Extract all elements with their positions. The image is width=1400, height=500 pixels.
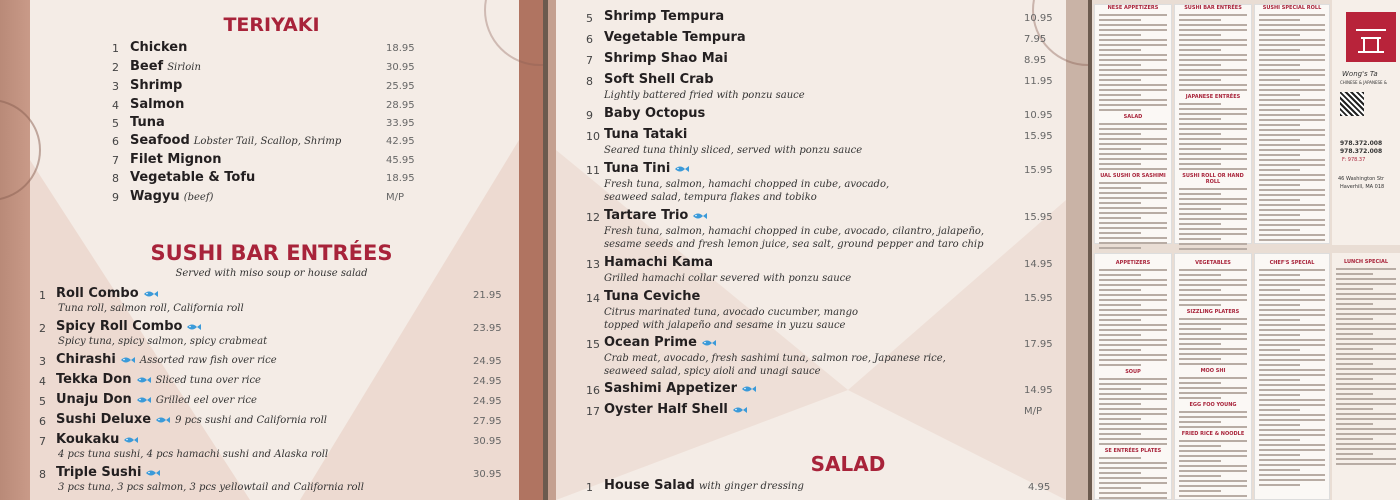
- item-price: 24.95: [473, 376, 502, 387]
- item-price: 14.95: [1024, 259, 1053, 270]
- item-description: 4 pcs tuna sushi, 4 pcs hamachi sushi and Alaska roll: [58, 449, 329, 460]
- item-number: 12: [586, 211, 600, 224]
- menu-item-row: [0, 40, 543, 58]
- item-name: [604, 381, 757, 396]
- menu-item-row: [0, 97, 543, 115]
- item-name: [604, 335, 717, 350]
- thumb-section-title: EGG FOO YOUNG: [1189, 402, 1237, 408]
- item-number: 8: [112, 172, 119, 185]
- raw-fish-icon: [186, 322, 202, 332]
- item-price: 10.95: [1024, 110, 1053, 121]
- item-description: Tuna roll, salmon roll, California roll: [58, 303, 244, 314]
- raw-fish-icon: [143, 289, 159, 299]
- menu-item-row: [0, 78, 543, 96]
- menu-cover: Wong's Ta CHINESE & JAPANESE & 978.372.008 978.372.008 F: 978.37 46 Washington Str Haverhill, MA 018: [1332, 0, 1400, 245]
- item-note: (beef): [183, 192, 214, 203]
- item-name: [56, 392, 257, 407]
- item-price: 4.95: [1028, 482, 1051, 493]
- item-number: 5: [112, 117, 119, 130]
- item-price: 18.95: [386, 43, 415, 54]
- item-number: 6: [39, 415, 46, 428]
- item-number: 1: [586, 481, 593, 494]
- item-description: Crab meat, avocado, fresh sashimi tuna, salmon roe, Japanese rice,: [604, 353, 946, 364]
- item-name: [56, 372, 261, 387]
- item-note: Sirloin: [167, 62, 201, 73]
- item-name-text: Vegetable & Tofu: [130, 170, 256, 185]
- thumb-col-vegetables: VEGETABLES SIZZLING PLATERS MOO SHI EGG FOO YOUNG FRIED RICE & NOODLE: [1174, 253, 1252, 500]
- item-name: [604, 161, 690, 176]
- item-price: 23.95: [473, 323, 502, 334]
- section-subtitle: Served with miso soup or house salad: [175, 268, 368, 279]
- thumb-col-special-roll: SUSHI SPECIAL ROLL: [1254, 4, 1330, 244]
- item-note: Assorted raw fish over rice: [139, 355, 277, 366]
- item-number: 16: [586, 384, 600, 397]
- item-number: 2: [112, 61, 119, 74]
- raw-fish-icon: [136, 375, 152, 385]
- menu-item-row: [0, 286, 543, 316]
- thumb-section-title: SE ENTRÉES PLATES: [1104, 448, 1162, 454]
- item-note: 9 pcs sushi and California roll: [175, 415, 327, 426]
- item-name: [604, 30, 746, 45]
- item-note: Grilled eel over rice: [155, 395, 257, 406]
- item-name-text: Shrimp Shao Mai: [604, 51, 728, 66]
- item-price: 30.95: [473, 436, 502, 447]
- item-name-text: Chicken: [130, 40, 188, 55]
- item-name-text: Chirashi: [56, 352, 116, 367]
- item-name-text: Baby Octopus: [604, 106, 706, 121]
- item-name-text: Koukaku: [56, 432, 120, 447]
- raw-fish-icon: [145, 468, 161, 478]
- menu-item-row: [548, 208, 1088, 248]
- item-number: 4: [112, 99, 119, 112]
- item-description: Citrus marinated tuna, avocado cucumber, mango: [604, 307, 858, 318]
- item-name: [604, 255, 713, 270]
- menu-item-row: [0, 170, 543, 188]
- item-number: 10: [586, 130, 600, 143]
- item-name: [130, 152, 222, 167]
- item-name: [130, 170, 255, 185]
- item-name: [130, 59, 201, 74]
- thumb-col-appetizers: NESE APPETIZERS SALAD UAL SUSHI OR SASHIMI: [1094, 4, 1172, 244]
- item-name-text: Spicy Roll Combo: [56, 319, 183, 334]
- item-description: Seared tuna thinly sliced, served with ponzu sauce: [604, 145, 863, 156]
- item-description: Fresh tuna, salmon, hamachi chopped in cube, avocado,: [604, 179, 890, 190]
- item-price: 28.95: [386, 100, 415, 111]
- menu-item-row: [0, 319, 543, 349]
- item-name-text: Shrimp Tempura: [604, 9, 725, 24]
- restaurant-name: Wong's Ta: [1342, 70, 1378, 78]
- item-price: 27.95: [473, 416, 502, 427]
- menu-item-row: [0, 465, 543, 495]
- item-name-text: Hamachi Kama: [604, 255, 714, 270]
- item-price: 11.95: [1024, 76, 1053, 87]
- menu-item-row: [0, 432, 543, 462]
- menu-item-row: [548, 161, 1088, 201]
- item-name-text: Vegetable Tempura: [604, 30, 746, 45]
- item-note: Lobster Tail, Scallop, Shrimp: [193, 136, 342, 147]
- item-name: [130, 189, 213, 204]
- item-name: [130, 133, 341, 148]
- item-price: 21.95: [473, 290, 502, 301]
- thumb-section-title: UAL SUSHI OR SASHIMI: [1100, 173, 1166, 179]
- item-name-text: Tekka Don: [56, 372, 132, 387]
- thumb-section-title: SOUP: [1125, 369, 1141, 375]
- item-number: 7: [39, 435, 46, 448]
- menu-item-row: [548, 402, 1088, 442]
- item-number: 4: [39, 375, 46, 388]
- item-price: 25.95: [386, 81, 415, 92]
- item-price: 42.95: [386, 136, 415, 147]
- item-price: 8.95: [1024, 55, 1047, 66]
- item-number: 2: [39, 322, 46, 335]
- item-price: 17.95: [1024, 339, 1053, 350]
- item-name: [56, 465, 161, 480]
- thumb-col-lunch-special: LUNCH SPECIAL: [1332, 253, 1400, 500]
- item-name-text: Tuna Tini: [604, 161, 671, 176]
- item-number: 3: [39, 355, 46, 368]
- item-name: [604, 72, 714, 87]
- item-number: 8: [39, 468, 46, 481]
- item-name-text: Beef: [130, 59, 164, 74]
- item-number: 17: [586, 405, 600, 418]
- item-name: [604, 402, 748, 417]
- item-price: 30.95: [386, 62, 415, 73]
- item-name: [604, 51, 728, 66]
- section-title-sushi-bar: SUSHI BAR ENTRÉES: [150, 241, 393, 265]
- item-name-text: Sashimi Appetizer: [604, 381, 738, 396]
- item-description: Spicy tuna, spicy salmon, spicy crabmeat: [58, 336, 268, 347]
- raw-fish-icon: [155, 415, 171, 425]
- item-number: 15: [586, 338, 600, 351]
- menu-item-row: [0, 189, 543, 207]
- raw-fish-icon: [123, 435, 139, 445]
- item-price: 33.95: [386, 118, 415, 129]
- item-description: 3 pcs tuna, 3 pcs salmon, 3 pcs yellowtail and California roll: [58, 482, 364, 493]
- item-price: 14.95: [1024, 385, 1053, 396]
- item-number: 3: [112, 80, 119, 93]
- menu-page-left: [0, 0, 543, 500]
- raw-fish-icon: [732, 405, 748, 415]
- raw-fish-icon: [120, 355, 136, 365]
- item-name: [604, 106, 705, 121]
- item-name-text: Sushi Deluxe: [56, 412, 152, 427]
- item-price: 15.95: [1024, 131, 1053, 142]
- thumb-section-title: FRIED RICE & NOODLE: [1181, 431, 1245, 437]
- item-name-text: Seafood: [130, 133, 190, 148]
- thumb-section-title: SUSHI ROLL OR HAND ROLL: [1182, 173, 1244, 185]
- item-name-text: Roll Combo: [56, 286, 139, 301]
- item-name: [604, 289, 700, 304]
- qr-code: [1340, 92, 1364, 116]
- item-name-text: Tuna: [130, 115, 165, 130]
- raw-fish-icon: [692, 211, 708, 221]
- menu-item-row: [548, 289, 1088, 329]
- item-number: 7: [112, 154, 119, 167]
- item-name: [130, 97, 184, 112]
- thumb-section-title: MOO SHI: [1200, 368, 1226, 374]
- thumb-col-appetizers-2: APPETIZERS SOUP SE ENTRÉES PLATES: [1094, 253, 1172, 500]
- item-name-text: Tuna Tataki: [604, 127, 688, 142]
- item-price: 15.95: [1024, 165, 1053, 176]
- item-number: 9: [112, 191, 119, 204]
- item-name-text: Unaju Don: [56, 392, 132, 407]
- item-name-text: Wagyu: [130, 189, 180, 204]
- item-name-text: Shrimp: [130, 78, 183, 93]
- menu-item-row: [0, 115, 543, 133]
- menu-page-middle: [548, 0, 1088, 500]
- item-number: 7: [586, 54, 593, 67]
- item-description-line2: topped with jalapeño and sesame in yuzu sauce: [604, 320, 846, 331]
- item-price: 18.95: [386, 173, 415, 184]
- item-name-text: Soft Shell Crab: [604, 72, 714, 87]
- item-price: M/P: [386, 192, 405, 203]
- item-price: 10.95: [1024, 13, 1053, 24]
- item-name: [604, 9, 724, 24]
- item-number: 1: [112, 42, 119, 55]
- item-description: Lightly battered fried with ponzu sauce: [604, 90, 805, 101]
- item-price: 15.95: [1024, 212, 1053, 223]
- item-price: 45.95: [386, 155, 415, 166]
- item-price: 15.95: [1024, 293, 1053, 304]
- section-title-teriyaki: TERIYAKI: [223, 14, 320, 36]
- item-price: 30.95: [473, 469, 502, 480]
- item-number: 9: [586, 109, 593, 122]
- item-description-line2: seaweed salad, tempura flakes and tobiko: [604, 192, 817, 203]
- item-name-text: Filet Mignon: [130, 152, 222, 167]
- item-number: 6: [112, 135, 119, 148]
- raw-fish-icon: [701, 338, 717, 348]
- item-name-text: House Salad: [604, 478, 695, 493]
- menu-item-row: [0, 152, 543, 170]
- item-number: 6: [586, 33, 593, 46]
- item-name: [604, 478, 804, 493]
- raw-fish-icon: [674, 164, 690, 174]
- item-price: 7.95: [1024, 34, 1047, 45]
- item-description: Grilled hamachi collar severed with ponzu sauce: [604, 273, 852, 284]
- thumb-section-title: JAPANESE ENTRÉES: [1185, 94, 1241, 100]
- item-name: [56, 319, 202, 334]
- item-name: [56, 352, 277, 367]
- restaurant-logo: [1346, 12, 1396, 62]
- menu-item-row: [0, 133, 543, 151]
- item-note: Sliced tuna over rice: [155, 375, 261, 386]
- item-price: 24.95: [473, 396, 502, 407]
- item-description: Fresh tuna, salmon, hamachi chopped in cube, avocado, cilantro, jalapeño,: [604, 226, 985, 237]
- item-name-text: Tuna Ceviche: [604, 289, 701, 304]
- item-name: [56, 286, 159, 301]
- item-name-text: Triple Sushi: [56, 465, 142, 480]
- item-number: 5: [39, 395, 46, 408]
- item-name-text: Tartare Trio: [604, 208, 689, 223]
- item-name: [130, 78, 182, 93]
- item-name: [604, 127, 687, 142]
- menu-overview-thumbnail: [1092, 0, 1400, 500]
- item-name-text: Ocean Prime: [604, 335, 697, 350]
- item-price: 24.95: [473, 356, 502, 367]
- item-name: [130, 115, 165, 130]
- item-number: 1: [39, 289, 46, 302]
- raw-fish-icon: [136, 395, 152, 405]
- menu-item-row: [0, 59, 543, 77]
- item-number: 13: [586, 258, 600, 271]
- menu-item-row: [548, 478, 1088, 496]
- thumb-col-sushi-bar: SUSHI BAR ENTRÉES JAPANESE ENTRÉES SUSHI ROLL OR HAND ROLL: [1174, 4, 1252, 244]
- item-description-line2: seaweed salad, spicy aioli and unagi sauce: [604, 366, 821, 377]
- thumb-col-chefs-special: CHEF'S SPECIAL: [1254, 253, 1330, 500]
- item-price: M/P: [1024, 406, 1043, 417]
- item-number: 5: [586, 12, 593, 25]
- menu-item-row: [548, 335, 1088, 375]
- thumb-section-title: SIZZLING PLATERS: [1186, 309, 1240, 315]
- item-name-text: Salmon: [130, 97, 185, 112]
- section-title-salad: SALAD: [810, 452, 886, 476]
- item-description-line2: sesame seeds and fresh lemon juice, sea salt, ground pepper and taro chip: [604, 239, 984, 250]
- item-number: 11: [586, 164, 600, 177]
- item-name: [604, 208, 708, 223]
- item-note: with ginger dressing: [698, 481, 804, 492]
- item-name: [56, 432, 139, 447]
- raw-fish-icon: [741, 384, 757, 394]
- item-number: 8: [586, 75, 593, 88]
- item-name: [130, 40, 187, 55]
- item-name-text: Oyster Half Shell: [604, 402, 728, 417]
- item-name: [56, 412, 327, 427]
- item-number: 14: [586, 292, 600, 305]
- thumb-section-title: SALAD: [1123, 114, 1143, 120]
